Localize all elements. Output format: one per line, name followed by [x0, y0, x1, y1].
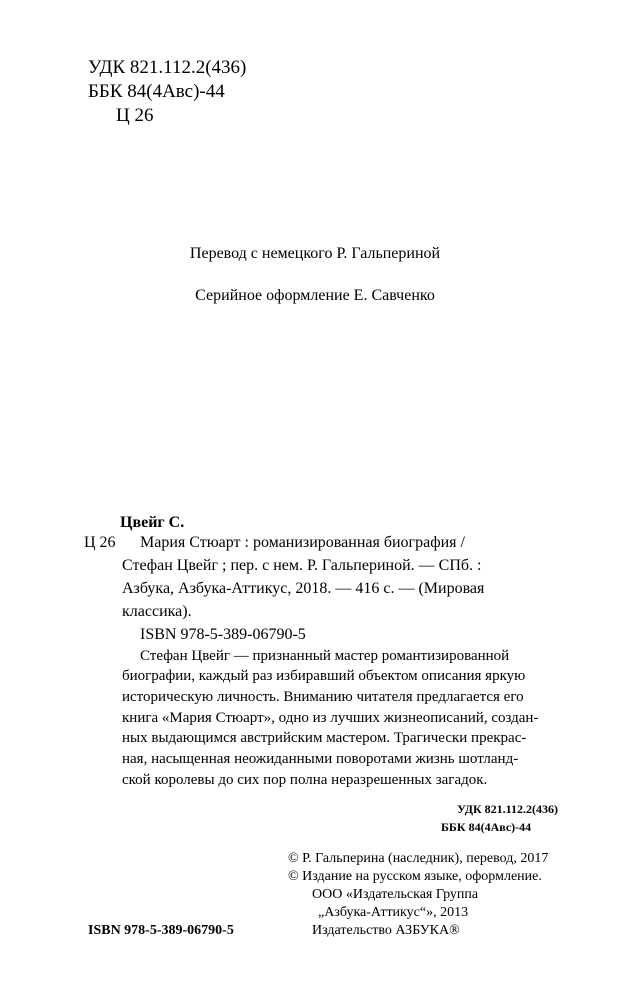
card-description-line: Мария Стюарт : романизированная биография / [140, 534, 465, 551]
card-description-line: Азбука, Азбука-Аттикус, 2018. — 416 с. — (Мировая [122, 580, 485, 597]
card-index: Ц 26 [84, 534, 116, 551]
udk-code: УДК 821.112.2(436) [88, 57, 247, 78]
copyright-edition: © Издание на русском языке, оформление. [288, 869, 542, 884]
annotation-line: ской королевы до сих пор полна неразрешенных загадок. [122, 772, 488, 788]
translator-credit: Перевод с немецкого Р. Гальпериной [189, 245, 441, 262]
annotation-line: биографии, каждый раз избиравший объектом описания яркую [122, 668, 526, 684]
design-credit: Серийное оформление Е. Савченко [195, 287, 435, 304]
annotation-line: ных выдающимся австрийским мастером. Трагически прекрас- [122, 730, 527, 746]
annotation-line: ная, насыщенная неожиданными поворотами жизнь шотланд- [122, 751, 519, 767]
annotation-line: историческую личность. Вниманию читателя предлагается его [122, 689, 524, 705]
card-description-line: классика). [122, 603, 192, 620]
card-isbn: ISBN 978-5-389-06790-5 [140, 626, 306, 643]
card-description-line: Стефан Цвейг ; пер. с нем. Р. Гальпериной. — СПб. : [122, 557, 482, 574]
copyright-imprint: Издательство АЗБУКА® [312, 923, 460, 938]
copyright-publisher: ООО «Издательская Группа [312, 887, 479, 902]
annotation-line: Стефан Цвейг — признанный мастер романтизированной [140, 648, 510, 664]
card-author: Цвейг С. [120, 514, 185, 531]
copyright-translation: © Р. Гальперина (наследник), перевод, 2017 [288, 851, 549, 866]
bbk-code: ББК 84(4Авс)-44 [88, 81, 225, 102]
annotation-line: книга «Мария Стюарт», одно из лучших жизнеописаний, создан- [122, 710, 539, 726]
author-index: Ц 26 [116, 105, 154, 126]
card-bbk: ББК 84(4Авс)-44 [441, 820, 532, 834]
footer-isbn: ISBN 978-5-389-06790-5 [88, 923, 234, 938]
card-udk: УДК 821.112.2(436) [457, 802, 558, 816]
copyright-publisher-name: „Азбука-Аттикус“», 2013 [318, 905, 469, 920]
